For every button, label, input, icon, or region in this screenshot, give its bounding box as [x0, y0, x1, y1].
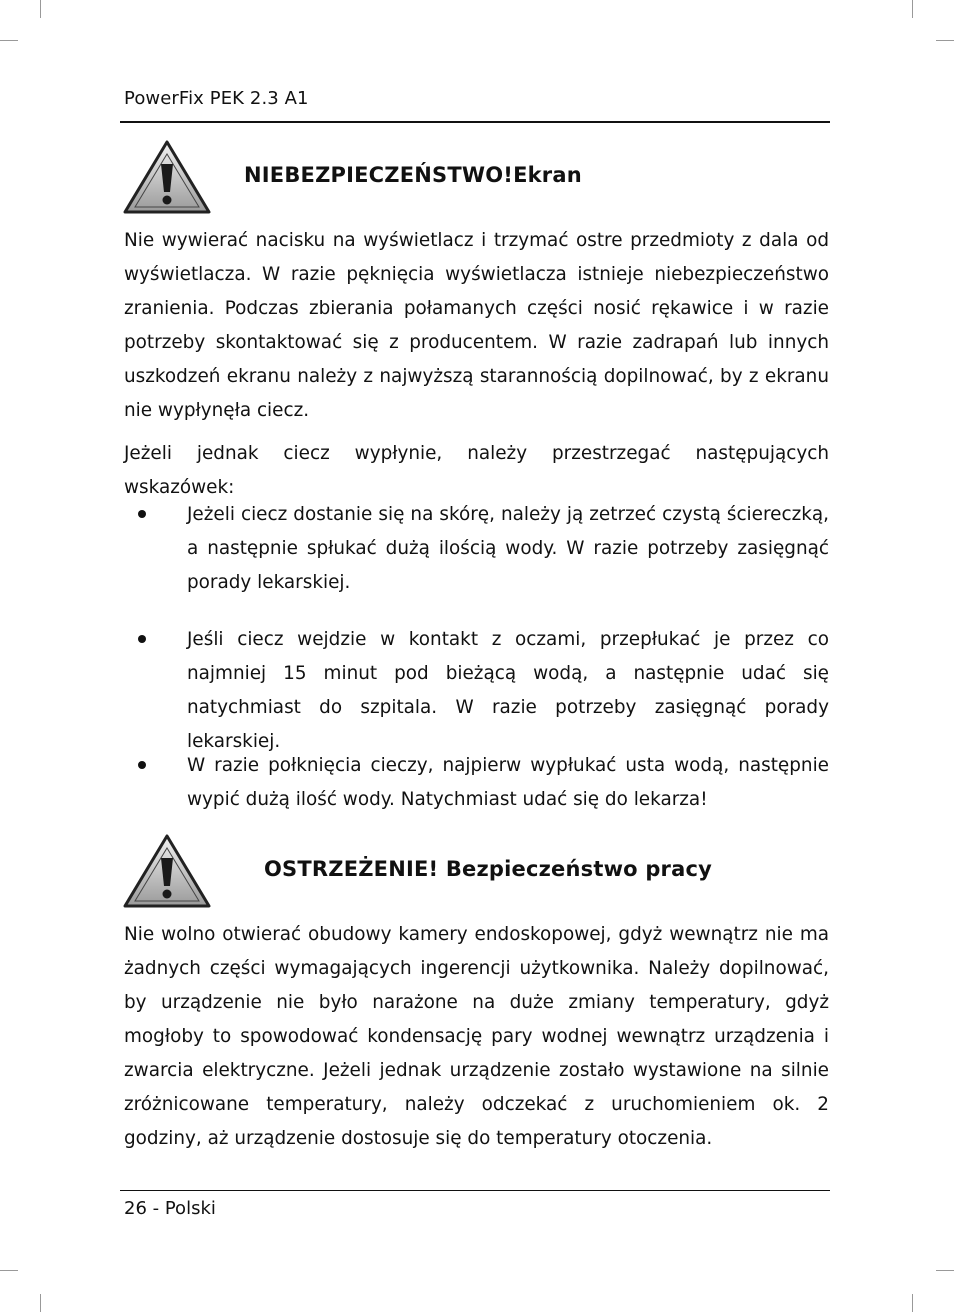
- crop-mark: [0, 40, 18, 41]
- header-rule: [120, 121, 830, 123]
- crop-mark: [936, 1270, 954, 1271]
- footer-rule: [120, 1190, 830, 1191]
- crop-mark: [936, 40, 954, 41]
- warning-triangle-icon: [123, 140, 211, 214]
- section1-paragraph: Nie wywierać nacisku na wyświetlacz i trzymać ostre przedmioty z dala od wyświetlacza. W razie pęknięcia wyświetlacza istnieje niebezpieczeństwo zranienia. Podczas zbierania połamanych części nosić rękawice i w razie potrzeby skontaktować się z producentem. W razie zadrapań lub innych uszkodzeń ekranu należy z najwyższą starannością dopilnować, by z ekranu nie wypłynęła ciecz.: [124, 230, 829, 421]
- page-footer: 26 - Polski: [124, 1198, 216, 1219]
- page-header-title: PowerFix PEK 2.3 A1: [124, 88, 309, 109]
- list-item: W razie połknięcia cieczy, najpierw wypłukać usta wodą, następnie wypić dużą ilość wody. Natychmiast udać się do lekarza!: [187, 755, 829, 810]
- section-heading-warning: OSTRZEŻENIE! Bezpieczeństwo pracy: [264, 857, 713, 881]
- list-item: Jeśli ciecz wejdzie w kontakt z oczami, przepłukać je przez co najmniej 15 minut pod bieżącą wodą, a następnie udać się natychmiast do szpitala. W razie potrzeby zasięgnąć porady lekarskiej.: [187, 629, 829, 752]
- crop-mark: [40, 0, 41, 18]
- section-heading-danger: NIEBEZPIECZEŃSTWO!Ekran: [244, 163, 582, 187]
- crop-mark: [40, 1294, 41, 1312]
- bullet-dot: [138, 635, 146, 643]
- section1-intro-list: Jeżeli jednak ciecz wypłynie, należy przestrzegać następujących wskazówek:: [124, 443, 829, 498]
- bullet-dot: [138, 510, 146, 518]
- crop-mark: [912, 1294, 913, 1312]
- list-item: Jeżeli ciecz dostanie się na skórę, należy ją zetrzeć czystą ściereczką, a następnie spłukać dużą ilością wody. W razie potrzeby zasięgnąć porady lekarskiej.: [187, 504, 829, 593]
- section2-paragraph: Nie wolno otwierać obudowy kamery endoskopowej, gdyż wewnątrz nie ma żadnych części wymagających ingerencji użytkownika. Należy dopilnować, by urządzenie nie było narażone na duże zmiany temperatury, gdyż mogłoby to spowodować kondensację pary wodnej wewnątrz urządzenia i zwarcia elektryczne. Jeżeli jednak urządzenie zostało wystawione na silnie zróżnicowane temperatury, należy odczekać z uruchomieniem ok. 2 godziny, aż urządzenie dostosuje się do temperatury otoczenia.: [124, 924, 829, 1149]
- crop-mark: [912, 0, 913, 18]
- bullet-dot: [138, 761, 146, 769]
- crop-mark: [0, 1270, 18, 1271]
- warning-triangle-icon: [123, 834, 211, 908]
